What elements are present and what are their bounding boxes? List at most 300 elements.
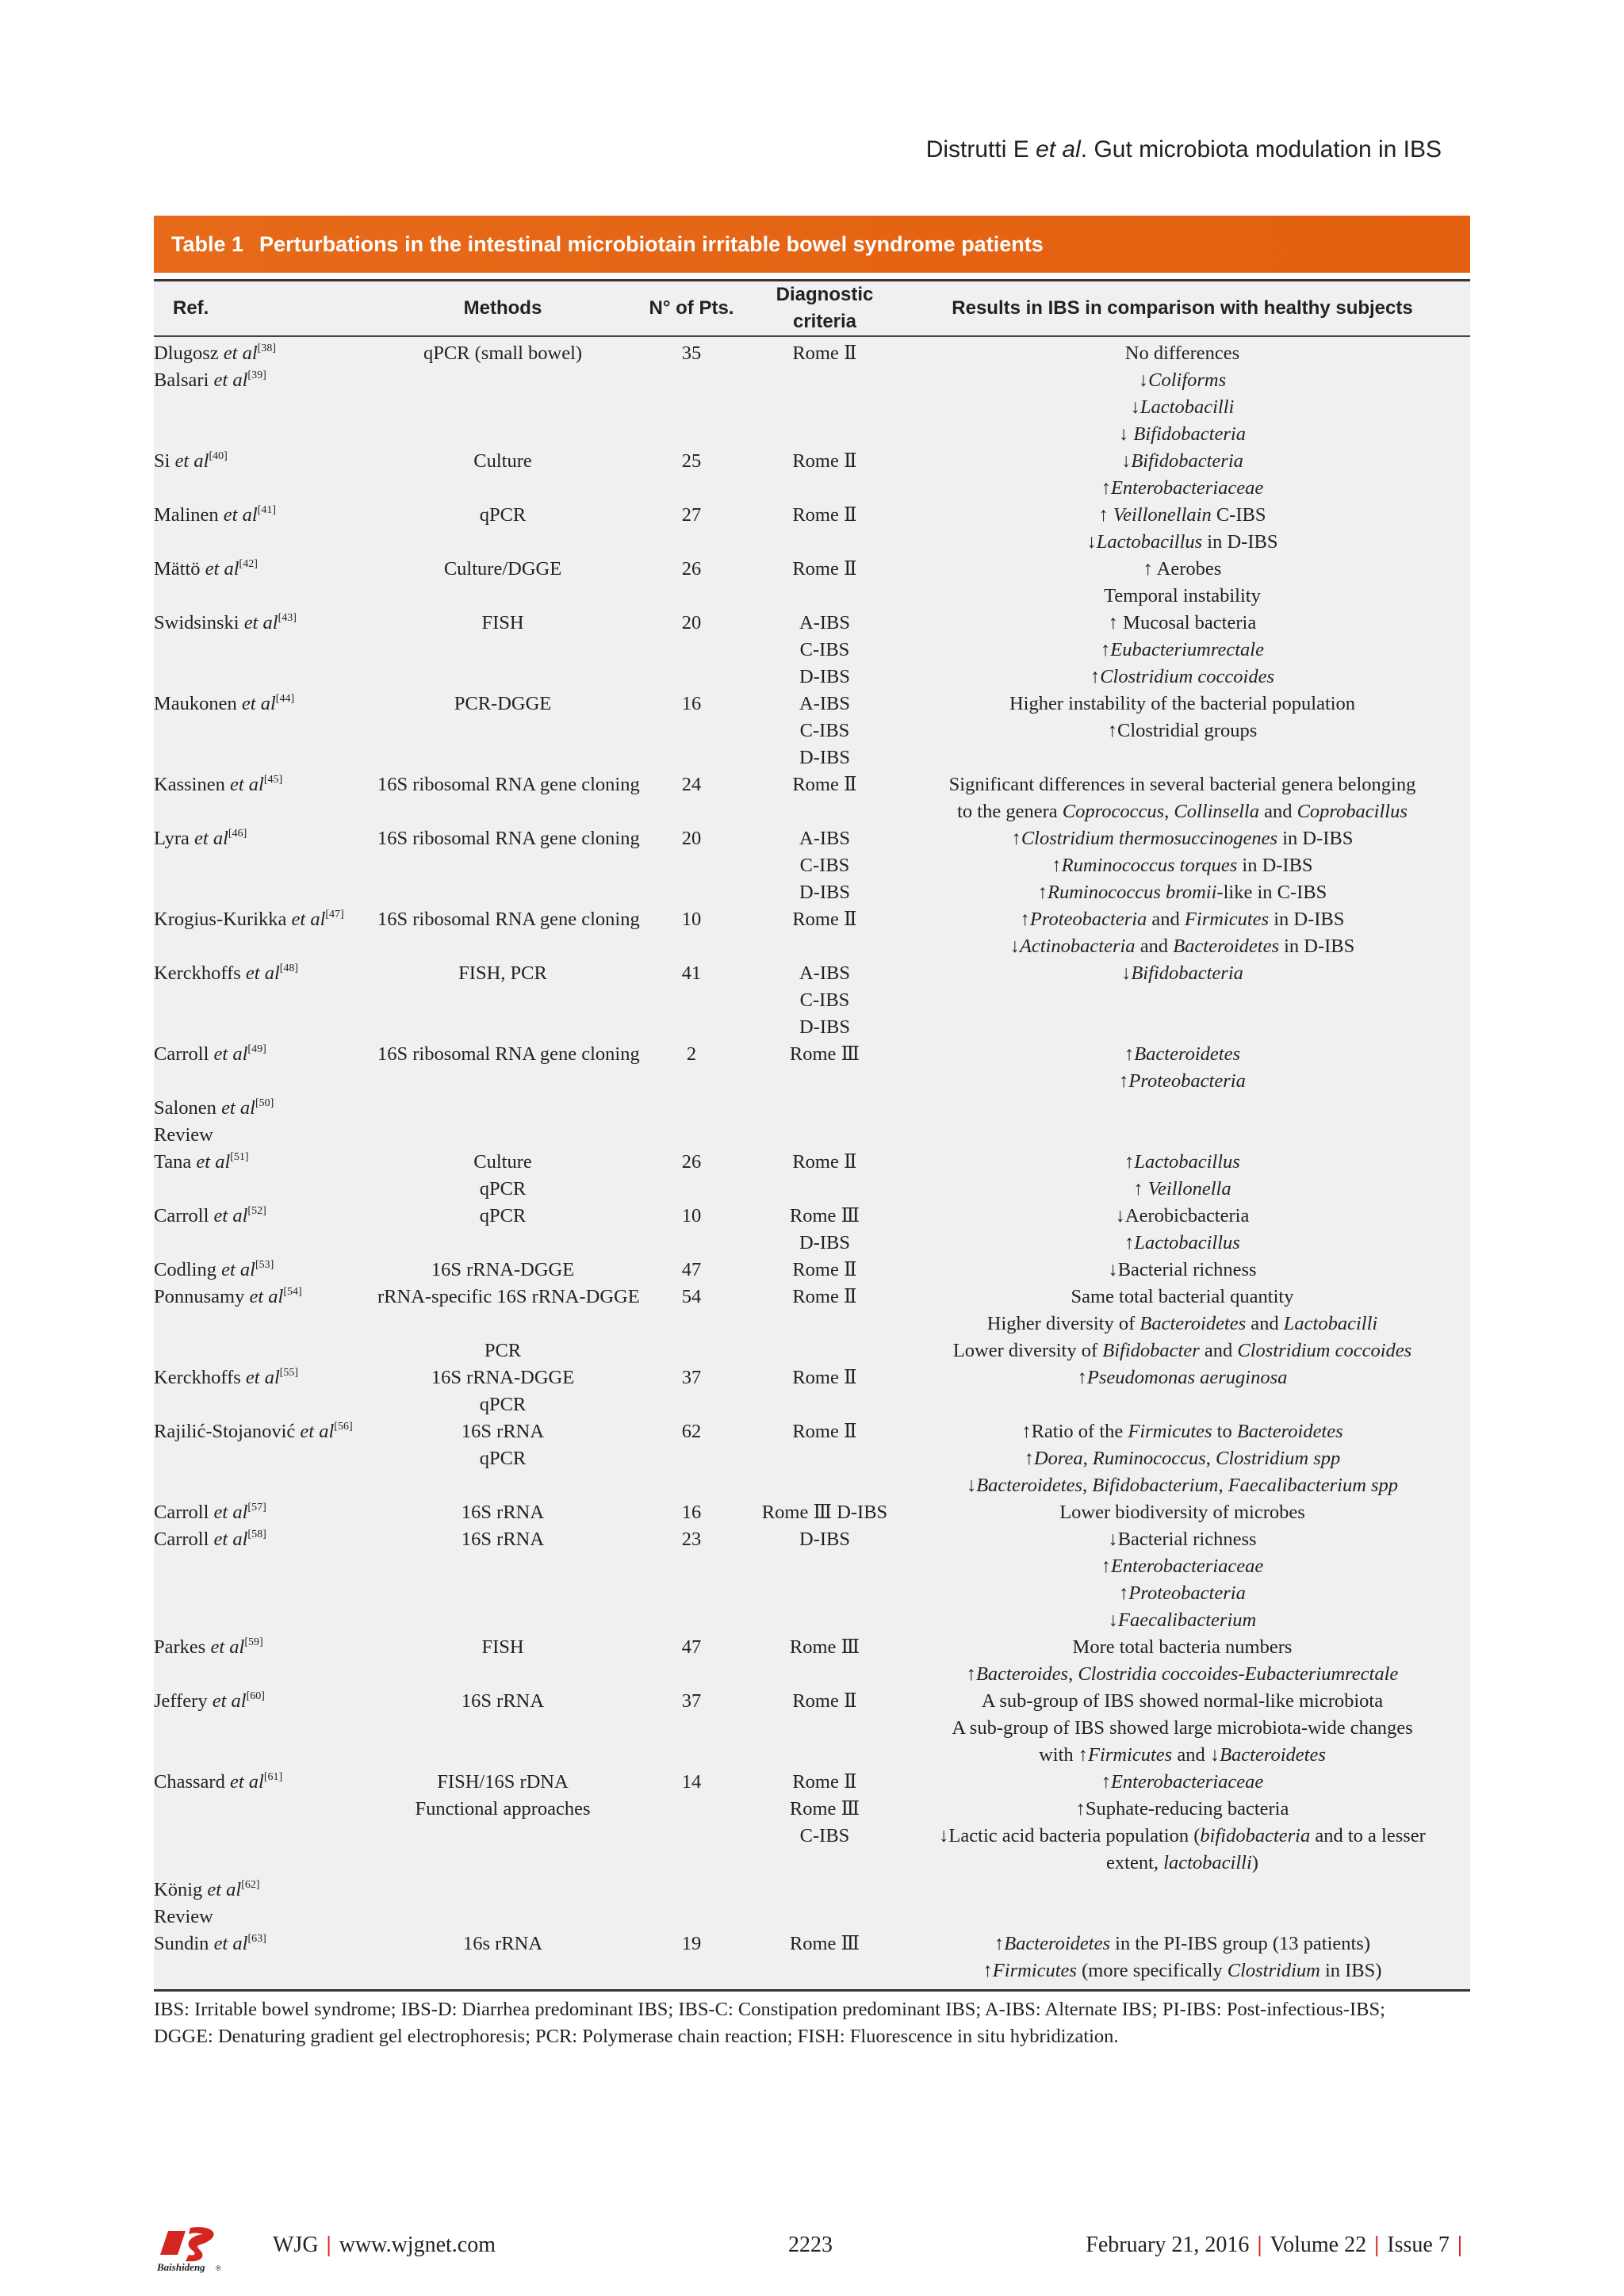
table-row (154, 906, 1470, 933)
cell-ref (154, 394, 377, 421)
cell-patients: 37 (681, 1690, 702, 1712)
cell-criteria (755, 1742, 894, 1769)
cell-patients (628, 1742, 755, 1769)
cell-criteria (755, 367, 894, 394)
cell-ref: Kerckhoffs et al[48] (154, 962, 299, 984)
cell-ref (154, 1176, 377, 1203)
footer-page-number: 2223 (788, 2233, 833, 2257)
table-row (154, 336, 1470, 367)
cell-criteria: D-IBS (799, 1232, 850, 1253)
table-header-row (154, 281, 1470, 336)
cell-patients: 25 (681, 450, 702, 472)
cell-result: ↓Actinobacteria and Bacteroidetes in D-IBS (1009, 936, 1355, 957)
cell-method: 16S ribosomal RNA gene cloning (377, 909, 640, 930)
cell-patients (628, 744, 755, 771)
cell-patients: 2 (686, 1043, 697, 1065)
cell-method: Culture (473, 450, 532, 472)
table-title-bar (154, 216, 1470, 273)
cell-ref (154, 1337, 377, 1364)
footer-volume: Volume 22 (1270, 2233, 1367, 2257)
cell-patients (628, 421, 755, 448)
cell-ref (154, 583, 377, 610)
table-row (154, 1472, 1470, 1499)
table-row (154, 1769, 1470, 1796)
footer-website-link[interactable]: www.wjgnet.com (339, 2233, 496, 2257)
running-head-title: . Gut microbiota modulation in IBS (1080, 136, 1442, 163)
cell-result: ↑Enterobacteriaceae (1101, 1771, 1264, 1793)
cell-ref (154, 718, 377, 744)
cell-method: 16S rRNA-DGGE (431, 1259, 575, 1280)
table-row (154, 1877, 1470, 1904)
cell-criteria: Rome Ⅲ (789, 1205, 860, 1226)
header-methods: Methods (377, 281, 628, 336)
cell-patients (628, 1607, 755, 1634)
table-row (154, 1580, 1470, 1607)
cell-method (377, 798, 628, 825)
cell-criteria (755, 1607, 894, 1634)
footnote-line: DGGE: Denaturing gradient gel electrophoresis; PCR: Polymerase chain reaction; FISH: Fluorescence in situ hybridization. (154, 2026, 1119, 2047)
cell-criteria (755, 1661, 894, 1688)
cell-criteria (755, 1068, 894, 1095)
cell-ref: Balsari et al[39] (154, 369, 266, 391)
footer-journal (273, 2233, 496, 2258)
cell-patients (628, 583, 755, 610)
cell-patients (628, 1580, 755, 1607)
cell-method (377, 987, 628, 1014)
cell-ref (154, 1580, 377, 1607)
cell-method (377, 1311, 628, 1337)
cell-patients (628, 1095, 755, 1122)
cell-ref (154, 1230, 377, 1257)
cell-method: FISH/16S rDNA (437, 1771, 569, 1793)
cell-criteria (755, 1176, 894, 1203)
cell-method (377, 637, 628, 664)
cell-patients: 26 (681, 558, 702, 580)
cell-method (377, 394, 628, 421)
cell-ref (154, 1957, 377, 1989)
cell-criteria: Rome Ⅱ (792, 342, 857, 364)
cell-criteria: Rome Ⅲ (789, 1043, 860, 1065)
table-row (154, 394, 1470, 421)
cell-result: extent, lactobacilli) (1106, 1852, 1258, 1873)
table-row (154, 718, 1470, 744)
cell-patients (628, 933, 755, 960)
cell-ref: Tana et al[51] (154, 1151, 249, 1173)
cell-criteria (755, 1850, 894, 1877)
cell-criteria: Rome Ⅱ (792, 450, 857, 472)
cell-patients (628, 1472, 755, 1499)
cell-method (377, 1068, 628, 1095)
cell-method (377, 1095, 628, 1122)
cell-criteria: D-IBS (799, 747, 850, 768)
cell-method (377, 1014, 628, 1041)
cell-ref: Swidsinski et al[43] (154, 612, 297, 633)
cell-patients: 24 (681, 774, 702, 795)
cell-criteria: Rome Ⅲ (789, 1636, 860, 1658)
cell-result: Temporal instability (1104, 585, 1261, 607)
cell-result: ↑Bacteroidetes (1124, 1043, 1241, 1065)
cell-ref (154, 1445, 377, 1472)
cell-patients: 47 (681, 1636, 702, 1658)
cell-result: ↓Lactobacillus in D-IBS (1086, 531, 1278, 553)
table-row (154, 798, 1470, 825)
table-row (154, 1957, 1470, 1989)
cell-ref (154, 933, 377, 960)
cell-patients: 27 (681, 504, 702, 526)
table-row (154, 1257, 1470, 1284)
cell-patients: 62 (681, 1421, 702, 1442)
table-row (154, 1688, 1470, 1715)
cell-result: Higher instability of the bacterial population (1009, 693, 1356, 714)
cell-method (377, 1823, 628, 1850)
cell-ref: Kerckhoffs et al[55] (154, 1367, 299, 1388)
table-row (154, 852, 1470, 879)
cell-patients (628, 1230, 755, 1257)
cell-patients (628, 664, 755, 691)
table-row (154, 1904, 1470, 1931)
cell-method (377, 744, 628, 771)
cell-ref: Rajilić-Stojanović et al[56] (154, 1421, 353, 1442)
cell-ref: Carroll et al[49] (154, 1043, 266, 1065)
cell-criteria: D-IBS (799, 666, 850, 687)
cell-criteria (755, 1391, 894, 1418)
cell-criteria (755, 1904, 894, 1931)
cell-patients: 20 (681, 612, 702, 633)
cell-result: ↑Enterobacteriaceae (1101, 477, 1264, 499)
cell-patients (628, 1122, 755, 1149)
cell-patients (628, 1661, 755, 1688)
table-row (154, 556, 1470, 583)
cell-patients (628, 1877, 755, 1904)
table-row (154, 1526, 1470, 1553)
table-row (154, 1715, 1470, 1742)
cell-result: ↑Proteobacteria (1119, 1070, 1246, 1092)
cell-criteria: Rome Ⅱ (792, 909, 857, 930)
footer-journal-name: WJG (273, 2233, 319, 2257)
cell-method (377, 718, 628, 744)
cell-ref: Review (154, 1906, 213, 1927)
cell-patients: 16 (681, 1502, 702, 1523)
cell-result: Lower biodiversity of microbes (1059, 1502, 1305, 1523)
cell-method (377, 529, 628, 556)
table-row (154, 1122, 1470, 1149)
cell-patients (628, 529, 755, 556)
cell-result: ↑ Mucosal bacteria (1108, 612, 1257, 633)
cell-patients: 54 (681, 1286, 702, 1307)
cell-result: ↓Bifidobacteria (1121, 450, 1243, 472)
table-row (154, 1661, 1470, 1688)
cell-patients (628, 1445, 755, 1472)
cell-method: qPCR (479, 1448, 527, 1469)
footer-date: February 21, 2016 (1086, 2233, 1250, 2257)
cell-patients (628, 1311, 755, 1337)
footer-issue-info (1086, 2233, 1470, 2258)
table-row (154, 1068, 1470, 1095)
cell-result: ↑Clostridium thermosuccinogenes in D-IBS (1011, 828, 1354, 849)
cell-patients (628, 1391, 755, 1418)
table-row (154, 529, 1470, 556)
cell-criteria (755, 1311, 894, 1337)
cell-method: 16S ribosomal RNA gene cloning (377, 774, 640, 795)
cell-patients: 37 (681, 1367, 702, 1388)
table-row (154, 583, 1470, 610)
cell-result (894, 1877, 1470, 1904)
cell-patients: 23 (681, 1529, 702, 1550)
running-head (926, 136, 1442, 163)
table-row (154, 367, 1470, 394)
footer-issue: Issue 7 (1387, 2233, 1450, 2257)
cell-method: 16s rRNA (462, 1933, 543, 1954)
cell-criteria (755, 475, 894, 502)
table-row (154, 1499, 1470, 1526)
cell-method (377, 421, 628, 448)
microbiota-table (154, 281, 1470, 1989)
table-row (154, 1284, 1470, 1311)
table-row (154, 1796, 1470, 1823)
cell-ref: König et al[62] (154, 1879, 260, 1900)
cell-ref (154, 1850, 377, 1877)
cell-result: ↓Lactic acid bacteria population (bifidobacteria and to a lesser (939, 1825, 1426, 1846)
cell-result: ↑ Aerobes (1143, 558, 1222, 580)
baishideng-logo-icon (154, 2225, 241, 2274)
cell-criteria (755, 1957, 894, 1989)
cell-ref: Malinen et al[41] (154, 504, 276, 526)
cell-ref: Sundin et al[63] (154, 1933, 266, 1954)
cell-ref: Krogius-Kurikka et al[47] (154, 909, 344, 930)
cell-ref (154, 1014, 377, 1041)
cell-ref: Jeffery et al[60] (154, 1690, 265, 1712)
cell-ref: Chassard et al[61] (154, 1771, 283, 1793)
table-row (154, 1337, 1470, 1364)
cell-ref (154, 798, 377, 825)
cell-criteria (755, 583, 894, 610)
cell-method (377, 1661, 628, 1688)
table-row (154, 1931, 1470, 1957)
cell-criteria: Rome Ⅱ (792, 558, 857, 580)
cell-criteria (755, 798, 894, 825)
cell-result (894, 987, 1470, 1014)
table-row (154, 933, 1470, 960)
page-footer (154, 2225, 1470, 2272)
table-row (154, 771, 1470, 798)
table-row (154, 1203, 1470, 1230)
cell-ref (154, 1823, 377, 1850)
cell-criteria: Rome Ⅱ (792, 774, 857, 795)
table-row (154, 825, 1470, 852)
cell-criteria (755, 529, 894, 556)
table-row (154, 1823, 1470, 1850)
table-caption: Perturbations in the intestinal microbiotain irritable bowel syndrome patients (259, 232, 1044, 256)
logo-text: Baishideng (157, 2261, 205, 2273)
cell-criteria: Rome Ⅱ (792, 504, 857, 526)
cell-ref: Carroll et al[57] (154, 1502, 266, 1523)
cell-ref (154, 664, 377, 691)
cell-patients: 20 (681, 828, 702, 849)
table-row (154, 1176, 1470, 1203)
cell-result: ↓Bacterial richness (1108, 1529, 1257, 1550)
cell-ref: Kassinen et al[45] (154, 774, 283, 795)
cell-result (894, 1122, 1470, 1149)
cell-result (894, 1095, 1470, 1122)
cell-patients (628, 1014, 755, 1041)
cell-patients (628, 637, 755, 664)
cell-method: Culture (473, 1151, 532, 1173)
cell-criteria (755, 1095, 894, 1122)
table-row (154, 637, 1470, 664)
cell-patients: 26 (681, 1151, 702, 1173)
table-row (154, 610, 1470, 637)
cell-result: ↑ Veillonella (1133, 1178, 1231, 1200)
cell-patients (628, 1823, 755, 1850)
cell-ref (154, 1607, 377, 1634)
table-row (154, 960, 1470, 987)
cell-method (377, 583, 628, 610)
table-row (154, 1149, 1470, 1176)
cell-result: ↓Lactobacilli (1130, 396, 1235, 418)
cell-method (377, 933, 628, 960)
cell-result: ↓Bifidobacteria (1121, 962, 1243, 984)
footer-separator-icon: | (1374, 2233, 1380, 2257)
cell-result: ↑Ruminococcus bromii-like in C-IBS (1037, 882, 1327, 903)
cell-criteria: A-IBS (799, 612, 850, 633)
cell-criteria: C-IBS (799, 989, 850, 1011)
table-row (154, 1311, 1470, 1337)
cell-result: ↑Ratio of the Firmicutes to Bacteroidetes (1021, 1421, 1343, 1442)
cell-ref: Lyra et al[46] (154, 828, 247, 849)
cell-criteria: C-IBS (799, 720, 850, 741)
cell-result (894, 744, 1470, 771)
cell-criteria: D-IBS (799, 1016, 850, 1038)
cell-method (377, 1472, 628, 1499)
table-row (154, 475, 1470, 502)
cell-ref: Mättö et al[42] (154, 558, 258, 580)
cell-ref: Parkes et al[59] (154, 1636, 263, 1658)
cell-patients: 10 (681, 909, 702, 930)
cell-result: A sub-group of IBS showed normal-like microbiota (981, 1690, 1384, 1712)
table-row (154, 1634, 1470, 1661)
cell-patients: 10 (681, 1205, 702, 1226)
cell-criteria: Rome Ⅱ (792, 1771, 857, 1793)
table-row (154, 1418, 1470, 1445)
cell-result: ↑Firmicutes (more specifically Clostridium in IBS) (982, 1960, 1382, 1981)
cell-ref (154, 1391, 377, 1418)
cell-criteria (755, 1337, 894, 1364)
cell-method: FISH (481, 612, 524, 633)
table-row (154, 502, 1470, 529)
cell-patients (628, 987, 755, 1014)
cell-ref (154, 1796, 377, 1823)
cell-patients (628, 852, 755, 879)
footer-separator-icon: | (326, 2233, 331, 2257)
cell-result: ↑ Veillonellain C-IBS (1098, 504, 1266, 526)
cell-ref (154, 1553, 377, 1580)
cell-result: ↓Bacterial richness (1108, 1259, 1257, 1280)
table-row (154, 1014, 1470, 1041)
cell-method: PCR (484, 1340, 522, 1361)
cell-method (377, 852, 628, 879)
cell-method: 16S rRNA (461, 1421, 545, 1442)
cell-patients (628, 718, 755, 744)
cell-ref (154, 1311, 377, 1337)
cell-method (377, 1607, 628, 1634)
cell-result: Lower diversity of Bifidobacter and Clostridium coccoides (952, 1340, 1412, 1361)
cell-result: ↓Aerobicbacteria (1115, 1205, 1250, 1226)
table-row (154, 1742, 1470, 1769)
cell-ref (154, 1715, 377, 1742)
cell-result (894, 1391, 1470, 1418)
cell-criteria: C-IBS (799, 1825, 850, 1846)
cell-method: PCR-DGGE (454, 693, 552, 714)
cell-result: ↑Bacteroidetes in the PI-IBS group (13 patients) (994, 1933, 1371, 1954)
cell-criteria: Rome Ⅱ (792, 1690, 857, 1712)
cell-method (377, 367, 628, 394)
cell-method (377, 1850, 628, 1877)
cell-criteria (755, 1122, 894, 1149)
cell-method: 16S ribosomal RNA gene cloning (377, 1043, 640, 1065)
cell-method: 16S rRNA (461, 1502, 545, 1523)
table-row (154, 987, 1470, 1014)
cell-result: ↑Clostridium coccoides (1090, 666, 1275, 687)
running-head-etal: et al (1036, 136, 1081, 163)
cell-criteria (755, 394, 894, 421)
cell-result: to the genera Coprococcus, Collinsella and Coprobacillus (957, 801, 1408, 822)
table-row (154, 1041, 1470, 1068)
header-patients: N° of Pts. (628, 281, 755, 336)
table-row (154, 1364, 1470, 1391)
cell-method (377, 1715, 628, 1742)
cell-method (377, 1877, 628, 1904)
cell-criteria: Rome Ⅱ (792, 1367, 857, 1388)
cell-patients: 14 (681, 1771, 702, 1793)
cell-patients (628, 1850, 755, 1877)
cell-patients (628, 367, 755, 394)
cell-method: qPCR (479, 1205, 527, 1226)
footnote-line: IBS: Irritable bowel syndrome; IBS-D: Diarrhea predominant IBS; IBS-C: Constipation predominant IBS; A-IBS: Alternate IBS; PI-IBS: Post-infectious-IBS; (154, 1999, 1385, 2020)
cell-method: 16S rRNA-DGGE (431, 1367, 575, 1388)
table-row (154, 448, 1470, 475)
cell-result: More total bacteria numbers (1072, 1636, 1293, 1658)
cell-patients (628, 1957, 755, 1989)
cell-criteria (755, 1472, 894, 1499)
cell-result: Significant differences in several bacterial genera belonging (948, 774, 1416, 795)
table-row (154, 421, 1470, 448)
cell-result: ↑Proteobacteria (1119, 1582, 1246, 1604)
cell-result: ↑Dorea, Ruminococcus, Clostridium spp (1024, 1448, 1341, 1469)
cell-result (894, 1904, 1470, 1931)
cell-method (377, 1580, 628, 1607)
cell-ref (154, 1742, 377, 1769)
cell-method (377, 475, 628, 502)
cell-patients (628, 1068, 755, 1095)
cell-ref (154, 744, 377, 771)
cell-result: ↑Ruminococcus torques in D-IBS (1051, 855, 1313, 876)
table-row (154, 1553, 1470, 1580)
cell-ref: Dlugosz et al[38] (154, 342, 276, 364)
cell-method (377, 1230, 628, 1257)
cell-criteria: A-IBS (799, 693, 850, 714)
cell-method: rRNA-specific 16S rRNA-DGGE (377, 1286, 640, 1307)
cell-method: 16S rRNA (461, 1690, 545, 1712)
cell-result: ↓Coliforms (1138, 369, 1227, 391)
running-head-authors: Distrutti E (925, 136, 1029, 163)
cell-criteria (755, 1445, 894, 1472)
cell-criteria (755, 933, 894, 960)
cell-method: qPCR (479, 504, 527, 526)
cell-ref (154, 987, 377, 1014)
cell-criteria: Rome Ⅱ (792, 1151, 857, 1173)
cell-ref: Ponnusamy et al[54] (154, 1286, 302, 1307)
cell-criteria: D-IBS (799, 882, 850, 903)
